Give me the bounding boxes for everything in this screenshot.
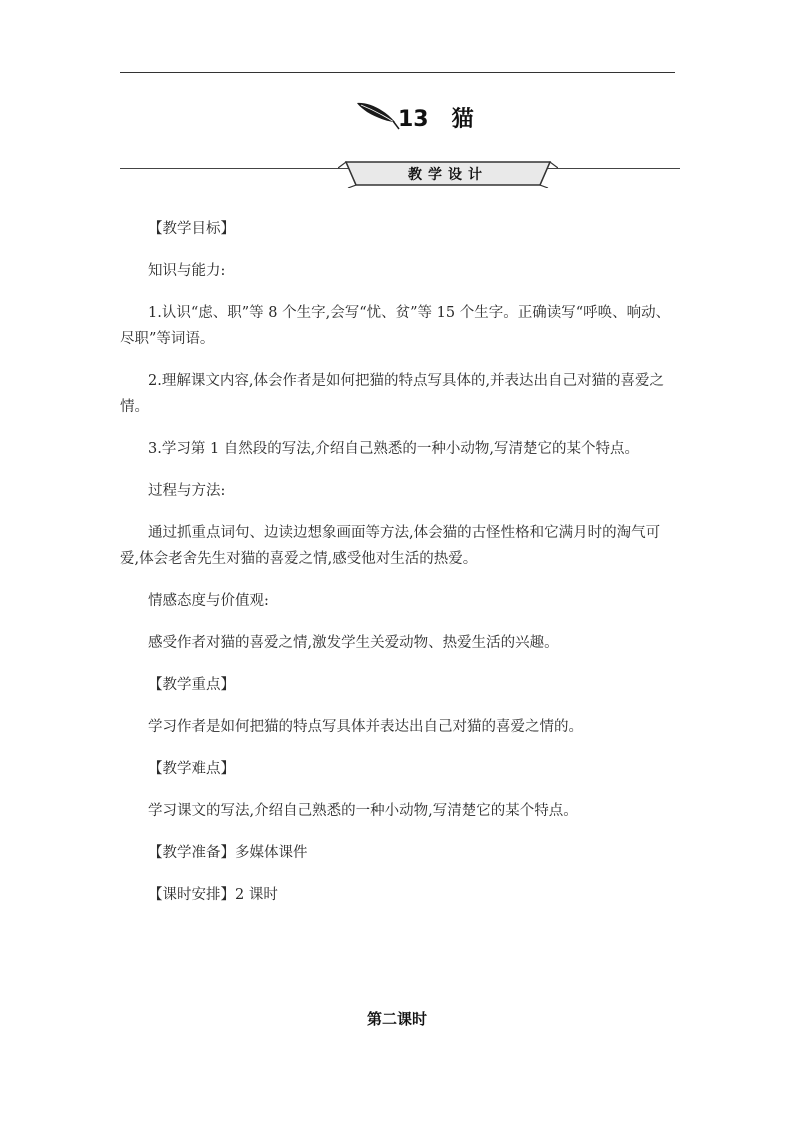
difficulty-heading: 【教学难点】	[148, 761, 235, 777]
difficulty-text: 学习课文的写法,介绍自己熟悉的一种小动物,写清楚它的某个特点。	[148, 803, 578, 819]
lesson-period-heading: 第二课时	[366, 1010, 427, 1028]
preparation-text: 【教学准备】多媒体课件	[148, 845, 308, 861]
emotion-heading: 情感态度与价值观:	[148, 593, 269, 609]
top-rule	[120, 72, 675, 73]
process-text: 通过抓重点词句、边读边想象画面等方法,体会猫的古怪性格和它满月时的淘气可爱,体会老舍先生对猫的喜爱之情,感受他对生活的热爱。	[120, 525, 661, 567]
title-block	[0, 100, 794, 140]
lesson-plan-body	[120, 216, 676, 924]
section-banner	[120, 160, 680, 188]
key-points-text: 学习作者是如何把猫的特点写具体并表达出自己对猫的喜爱之情的。	[148, 719, 583, 735]
section-label: 教学设计	[408, 167, 488, 183]
objective-item-3: 3.学习第 1 自然段的写法,介绍自己熟悉的一种小动物,写清楚它的某个特点。	[148, 441, 639, 457]
lesson-title: 13 猫	[398, 107, 474, 132]
knowledge-heading: 知识与能力:	[148, 263, 226, 279]
objective-item-1: 1.认识“虑、职”等 8 个生字,会写“忧、贫”等 15 个生字。正确读写“呼唤、响动、尽职”等词语。	[120, 305, 671, 347]
schedule-text: 【课时安排】2 课时	[148, 887, 278, 903]
process-heading: 过程与方法:	[148, 483, 226, 499]
key-points-heading: 【教学重点】	[148, 677, 235, 693]
emotion-text: 感受作者对猫的喜爱之情,激发学生关爱动物、热爱生活的兴趣。	[148, 635, 559, 651]
banner-tab	[338, 160, 558, 188]
feather-pen-icon	[355, 100, 401, 132]
objective-item-2: 2.理解课文内容,体会作者是如何把猫的特点写具体的,并表达出自己对猫的喜爱之情。	[120, 373, 665, 415]
objectives-heading: 【教学目标】	[148, 221, 235, 237]
